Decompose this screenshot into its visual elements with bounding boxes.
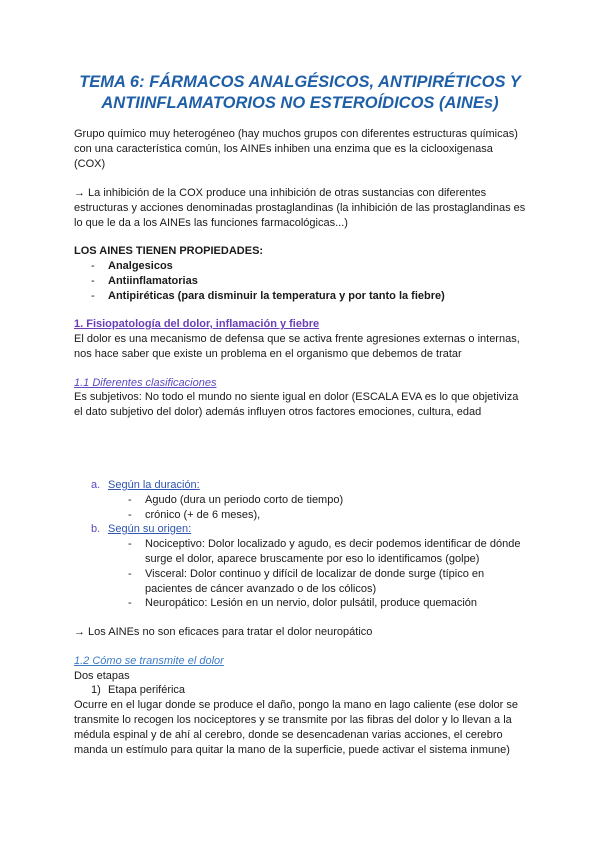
page-title-line-1: TEMA 6: FÁRMACOS ANALGÉSICOS, ANTIPIRÉTICOS Y (79, 73, 521, 91)
section-1-heading[interactable]: 1. Fisiopatología del dolor, inflamación y fiebre (74, 318, 320, 330)
section-1-text: nos hace saber que existe un problema en el organismo que debemos de tratar (74, 348, 462, 360)
bullet-marker: - (91, 275, 95, 287)
section-1-2-text: manda un estímulo para quitar la mano de la superficie, puede activar el sistema inmune) (74, 744, 510, 756)
list-item-cont: pacientes de cáncer avanzado o de los cólicos) (145, 583, 377, 595)
section-1-text: El dolor es una mecanismo de defensa que se activa frente agresiones externas o internas, (74, 333, 520, 345)
section-1-2-text: transmite lo recogen los nociceptores y se transmite por las fibras del dolor y lo llevan a la (74, 714, 512, 726)
property-item: Analgesicos (108, 260, 173, 272)
cox-line: estructuras y acciones denominadas prostaglandinas (la inhibición de las prostaglandinas es (74, 202, 526, 214)
list-item: Visceral: Dolor continuo y difícil de localizar de donde surge (típico en (145, 568, 485, 580)
bullet-marker: - (91, 260, 95, 272)
bullet-marker: - (128, 494, 132, 506)
cox-line: → La inhibición de la COX produce una inhibición de otras sustancias con diferentes (74, 187, 487, 199)
intro-line: con una característica común, los AINEs inhiben una enzima que es la ciclooxigenasa (74, 143, 493, 155)
section-1-2-heading[interactable]: 1.2 Cómo se transmite el dolor (74, 655, 224, 667)
section-1-2-intro: Dos etapas (74, 670, 130, 682)
intro-line: Grupo químico muy heterogéneo (hay muchos grupos con diferentes estructuras químicas) (74, 128, 518, 140)
cox-line: lo que le da a los AINEs las funciones farmacológicas...) (74, 217, 348, 229)
page-title-line-2: ANTIINFLAMATORIOS NO ESTEROÍDICOS (AINEs) (101, 94, 499, 112)
list-item-cont: surge el dolor, aparece bruscamente por eso lo identificamos (golpe) (145, 553, 480, 565)
bullet-marker: - (128, 538, 132, 550)
property-item: Antiinflamatorias (108, 275, 198, 287)
section-1-1-text: Es subjetivos: No todo el mundo no siente igual en dolor (ESCALA EVA es lo que objetiviza (74, 391, 519, 403)
classification-duration[interactable]: Según la duración: (108, 479, 200, 491)
bullet-marker: - (91, 290, 95, 302)
step-label: Etapa periférica (108, 684, 186, 696)
list-item: Nociceptivo: Dolor localizado y agudo, es decir podemos identificar de dónde (145, 538, 521, 550)
section-1-2-text: médula espinal y de ahí al cerebro, donde se desencadenan varias acciones, el cerebro (74, 729, 503, 741)
intro-line: (COX) (74, 158, 106, 170)
list-item: Agudo (dura un periodo corto de tiempo) (145, 494, 344, 506)
classification-origin[interactable]: Según su origen: (108, 523, 192, 535)
neuropathic-note: → Los AINEs no son eficaces para tratar el dolor neuropático (74, 626, 373, 638)
list-item: Neuropático: Lesión en un nervio, dolor pulsátil, produce quemación (145, 597, 478, 609)
list-marker-b: b. (91, 523, 101, 535)
list-item: crónico (+ de 6 meses), (145, 509, 261, 521)
bullet-marker: - (128, 509, 132, 521)
section-1-1-text: el dato subjetivo del dolor) además influyen otros factores emociones, cultura, edad (74, 406, 482, 418)
bullet-marker: - (128, 568, 132, 580)
properties-heading: LOS AINES TIENEN PROPIEDADES: (74, 245, 264, 257)
section-1-1-heading[interactable]: 1.1 Diferentes clasificaciones (74, 377, 217, 389)
bullet-marker: - (128, 597, 132, 609)
property-item: Antipiréticas (para disminuir la temperatura y por tanto la fiebre) (108, 290, 445, 302)
step-marker: 1) (91, 684, 101, 696)
list-marker-a: a. (91, 479, 101, 491)
section-1-2-text: Ocurre en el lugar donde se produce el daño, pongo la mano en lago caliente (ese dolor se (74, 699, 518, 711)
